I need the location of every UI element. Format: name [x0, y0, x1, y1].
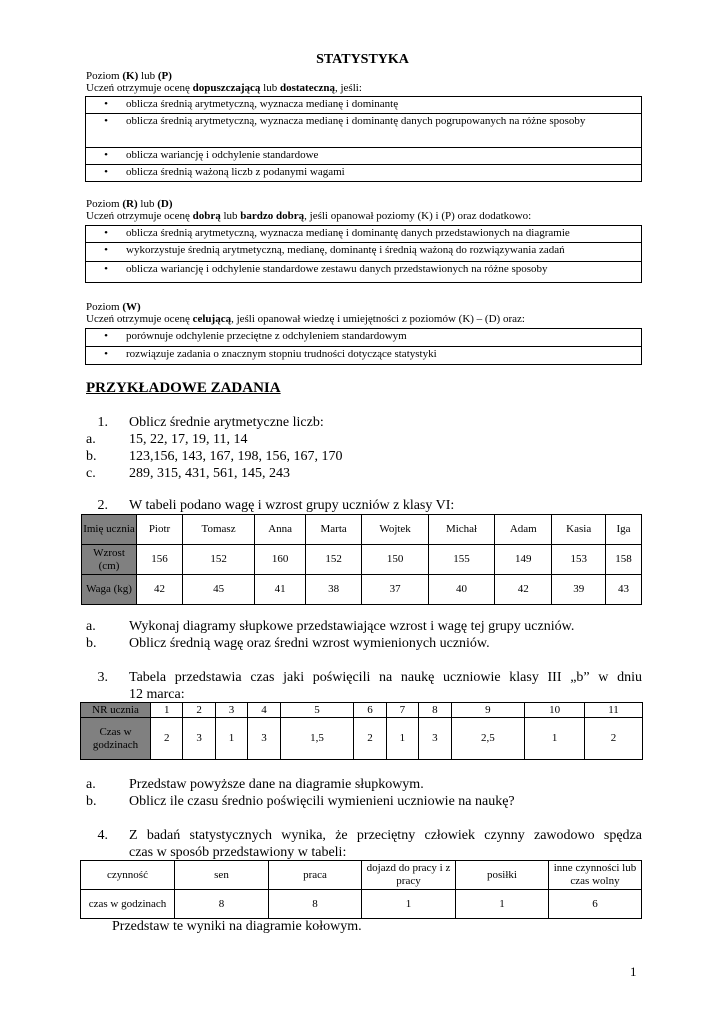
list-item: • oblicza wariancję i odchylenie standardowe	[86, 148, 642, 165]
task-2: 2. W tabeli podano wagę i wzrost grupy uczniów z klasy VI:	[97, 498, 455, 513]
task-4-closing: Przedstaw te wyniki na diagramie kołowym.	[112, 919, 362, 934]
list-item: • oblicza wariancję i odchylenie standardowe zestawu danych przedstawionych na różne sposoby	[86, 262, 642, 283]
table-row: NR ucznia 1 2 3 4 5 6 7 8 9 10 11	[81, 703, 643, 718]
level-kp-requirements	[85, 96, 642, 182]
examples-heading: PRZYKŁADOWE ZADANIA	[86, 380, 281, 396]
table-row: Czas w godzinach 2 3 1 3 1,5 2 1 3 2,5 1 2	[81, 718, 643, 760]
level-rd-requirements	[85, 225, 642, 283]
list-item: • wykorzystuje średnią arytmetyczną, medianę, dominantę i średnią ważoną do rozwiązywania zadań	[86, 243, 642, 262]
list-item: • oblicza średnią arytmetyczną, wyznacza medianę i dominantę danych pogrupowanych na różne sposoby	[86, 114, 642, 148]
level-kp-header: Poziom (K) lub (P) Uczeń otrzymuje ocenę dopuszczającą lub dostateczną, jeśli:	[86, 70, 362, 94]
task-1: 1. Oblicz średnie arytmetyczne liczb: a. 15, 22, 17, 19, 11, 14 b. 123,156, 143, 167, 198, 156, 167, 170 c. 289, 315, 431, 561, 145, 243	[86, 415, 343, 481]
level-rd-header: Poziom (R) lub (D) Uczeń otrzymuje ocenę dobrą lub bardzo dobrą, jeśli opanował poziomy (K) i (P) oraz dodatkowo:	[86, 198, 532, 222]
level-w-header: Poziom (W) Uczeń otrzymuje ocenę celującą, jeśli opanował wiedzę i umiejętności z poziomów (K) – (D) oraz:	[86, 301, 525, 325]
task-3-parts: a. Przedstaw powyższe dane na diagramie słupkowym. b. Oblicz ile czasu średnio poświęcili wymienieni uczniowie na naukę?	[86, 777, 515, 809]
list-item: • rozwiązuje zadania o znacznym stopniu trudności dotyczące statystyki	[86, 347, 642, 365]
study-time-table	[80, 702, 643, 760]
table-row: Wzrost (cm) 156 152 160 152 150 155 149 153 158	[82, 545, 642, 575]
list-item: • oblicza średnią arytmetyczną, wyznacza medianę i dominantę danych przedstawionych na diagramie	[86, 226, 642, 243]
task-4: 4. Z badań statystycznych wynika, że przeciętny człowiek czynny zawodowo spędza czas w sposób przedstawiony w tabeli:	[97, 828, 642, 860]
list-item: • oblicza średnią arytmetyczną, wyznacza medianę i dominantę	[86, 97, 642, 114]
page-title: STATYSTYKA	[316, 52, 409, 67]
task-3: 3. Tabela przedstawia czas jaki poświęcili na naukę uczniowie klasy III „b” w dniu 12 marca:	[97, 670, 642, 702]
page-number: 1	[630, 964, 637, 979]
table-row: Imię ucznia Piotr Tomasz Anna Marta Wojtek Michał Adam Kasia Iga	[82, 515, 642, 545]
list-item: • porównuje odchylenie przeciętne z odchyleniem standardowym	[86, 329, 642, 347]
table-row: czynność sen praca dojazd do pracy i z pracy posiłki inne czynności lub czas wolny	[81, 861, 642, 890]
table-row: czas w godzinach 8 8 1 1 6	[81, 890, 642, 919]
level-w-requirements	[85, 328, 642, 365]
time-use-table	[80, 860, 642, 919]
weight-height-table	[81, 514, 642, 605]
table-row: Waga (kg) 42 45 41 38 37 40 42 39 43	[82, 575, 642, 605]
list-item: • oblicza średnią ważoną liczb z podanymi wagami	[86, 165, 642, 182]
task-2-parts: a. Wykonaj diagramy słupkowe przedstawiające wzrost i wagę tej grupy uczniów. b. Oblicz średnią wagę oraz średni wzrost wymienionych uczniów.	[86, 619, 575, 651]
